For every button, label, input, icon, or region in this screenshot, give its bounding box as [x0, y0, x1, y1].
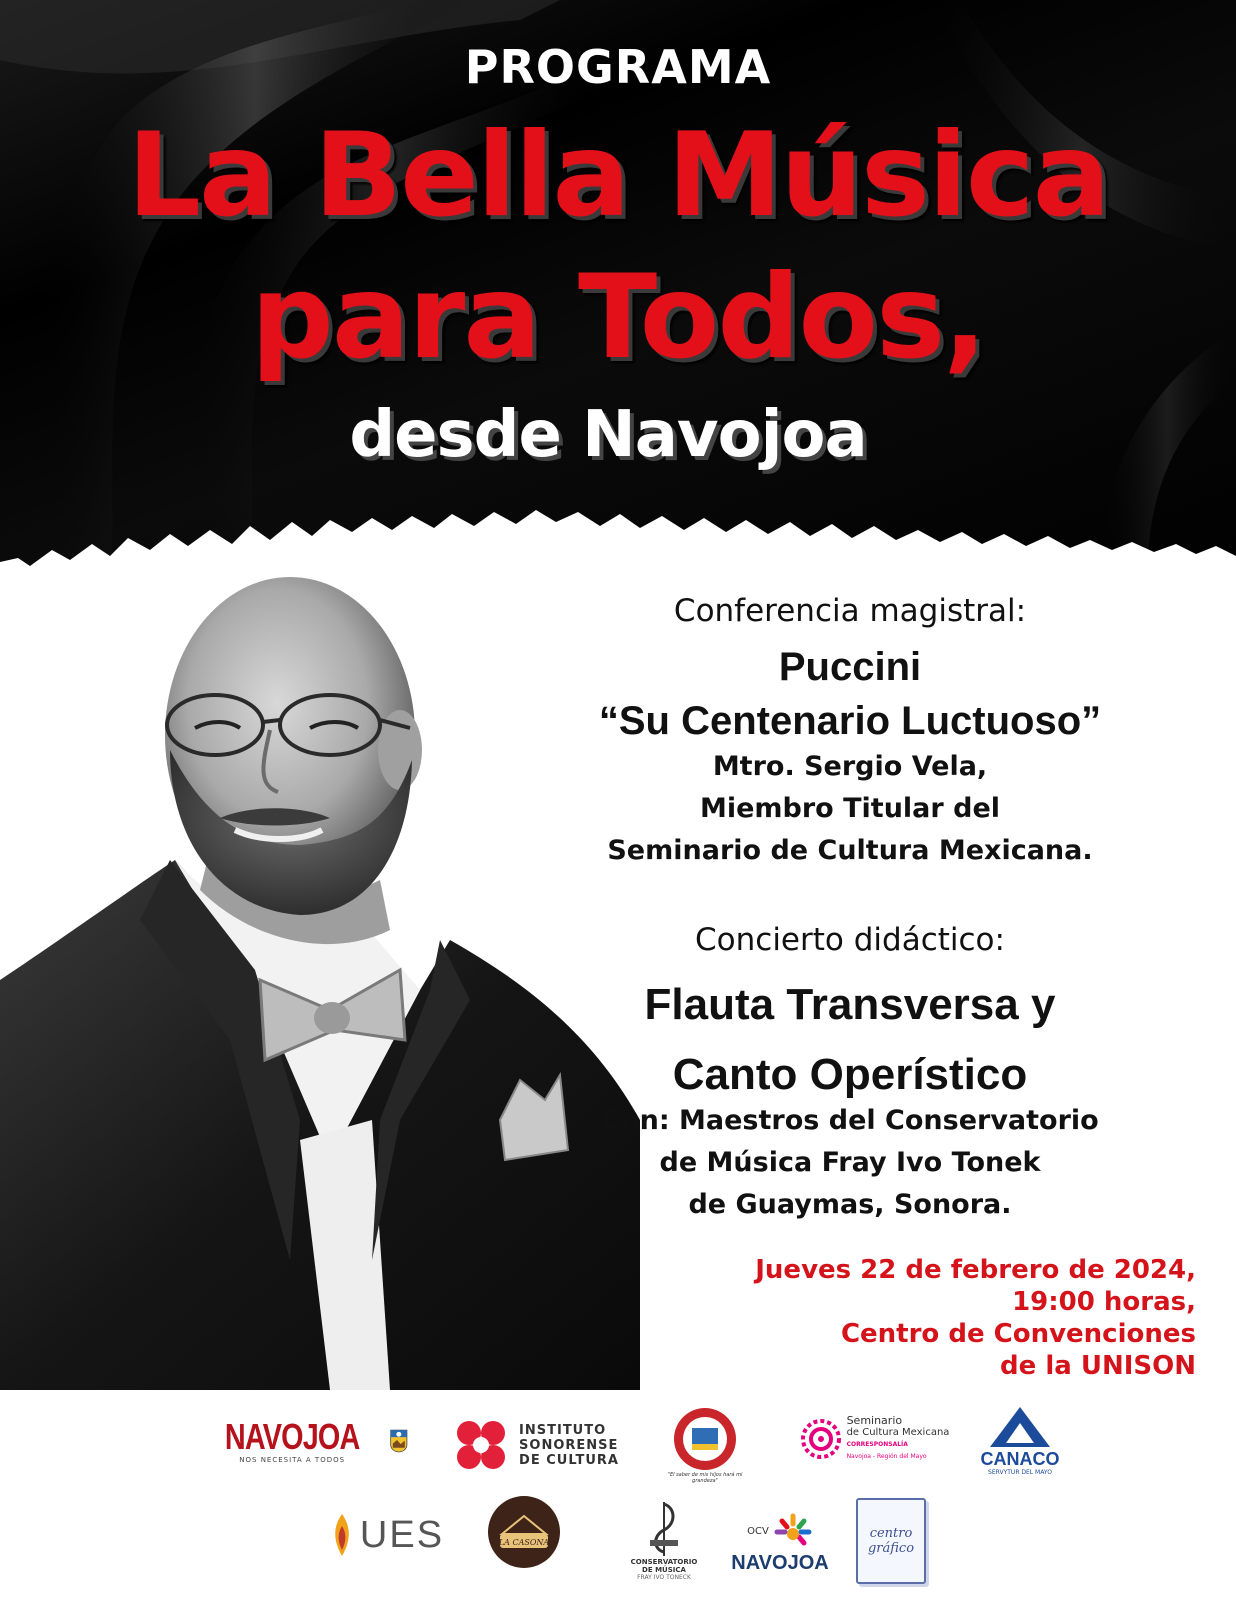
ocv-name: NAVOJOA — [731, 1551, 829, 1574]
school-seal-logo — [666, 1400, 744, 1490]
header-banner — [0, 0, 1236, 600]
seminario-cultura-mexicana-logo — [780, 1398, 970, 1480]
navojoa-logo-tagline: NOS NECESITA A TODOS — [239, 1456, 346, 1464]
concert-title-line-1: Flauta Transversa y — [644, 980, 1056, 1029]
isc-line-1: INSTITUTO — [519, 1422, 607, 1438]
conservatorio-line-3: FRAY IVO TONECK — [637, 1573, 691, 1581]
speaker-line-3: Seminario de Cultura Mexicana. — [607, 835, 1093, 866]
ues-logo — [322, 1495, 452, 1575]
semcult-line-3: CORRESPONSALÍA — [846, 1441, 908, 1448]
instituto-sonorense-cultura-logo — [446, 1410, 626, 1480]
conservatorio-line-2: DE MÚSICA — [642, 1565, 686, 1574]
conference-label: Conferencia magistral: — [673, 593, 1027, 629]
ocv-navojoa-logo — [730, 1500, 830, 1586]
concert-label: Concierto didáctico: — [695, 922, 1005, 958]
isc-line-2: SONORENSE — [519, 1437, 619, 1453]
navojoa-logo — [208, 1402, 408, 1480]
conference-title-line-1: Puccini — [778, 645, 922, 689]
ues-flame-icon — [330, 1512, 354, 1558]
event-date: Jueves 22 de febrero de 2024, — [755, 1255, 1196, 1285]
title-line-1: La Bella Música — [127, 108, 1109, 243]
event-venue-line-2: de la UNISON — [1000, 1351, 1196, 1381]
conservatorio-line-1: CONSERVATORIO — [630, 1557, 698, 1566]
semcult-spiral-icon — [801, 1419, 841, 1459]
semcult-line-2: de Cultura Mexicana — [846, 1427, 950, 1438]
ocv-prefix: OCV — [747, 1526, 769, 1537]
centro-grafico-logo — [848, 1490, 934, 1592]
ocv-sun-icon — [773, 1512, 813, 1552]
ues-name: UES — [359, 1513, 445, 1556]
event-venue-line-1: Centro de Convenciones — [840, 1319, 1196, 1349]
canaco-name: CANACO — [980, 1448, 1060, 1469]
event-time: 19:00 horas, — [1012, 1287, 1196, 1317]
speaker-line-1: Mtro. Sergio Vela, — [712, 751, 988, 782]
conference-speaker — [560, 746, 1140, 872]
concert-title-line-2: Canto Operístico — [672, 1050, 1028, 1099]
conservatorio-logo — [614, 1490, 714, 1590]
conference-title — [560, 640, 1140, 748]
subtitle: desde Navojoa — [349, 398, 867, 472]
casona-name: LA CASONA — [498, 1538, 550, 1547]
canaco-triangle-icon — [988, 1405, 1052, 1449]
seal-emblem-icon — [672, 1406, 738, 1472]
conservatorio-clef-icon — [642, 1500, 686, 1558]
isc-flower-icon — [453, 1417, 509, 1473]
semcult-line-4: Navojoa - Región del Mayo — [846, 1453, 927, 1460]
casona-badge-icon — [486, 1494, 562, 1570]
canaco-logo — [975, 1395, 1065, 1485]
canaco-tagline: SERVYTUR DEL MAYO — [988, 1468, 1052, 1476]
speaker-portrait — [0, 560, 640, 1390]
la-casona-logo — [484, 1492, 564, 1572]
navojoa-logo-name: NAVOJOA — [224, 1416, 360, 1457]
cgraf-line-1: centro — [869, 1526, 913, 1541]
conference-title-line-2: “Su Centenario Luctuoso” — [598, 699, 1102, 743]
performers-line-1: Con: Maestros del Conservatorio — [601, 1105, 1099, 1136]
title-line-2: para Todos, — [250, 250, 986, 385]
program-kicker: PROGRAMA — [464, 40, 772, 94]
concert-title — [560, 970, 1140, 1110]
performers-line-3: de Guaymas, Sonora. — [688, 1189, 1012, 1220]
navojoa-crest-icon — [390, 1408, 408, 1474]
event-details — [636, 1254, 1196, 1382]
isc-line-3: DE CULTURA — [519, 1452, 619, 1468]
semcult-line-1: Seminario — [846, 1414, 903, 1427]
performers-line-2: de Música Fray Ivo Tonek — [659, 1147, 1041, 1178]
speaker-line-2: Miembro Titular del — [699, 793, 1001, 824]
concert-performers — [560, 1100, 1140, 1226]
seal-motto: "El saber de mis hijos hará mi grandeza" — [667, 1472, 743, 1484]
cgraf-line-2: gráfico — [867, 1541, 915, 1556]
